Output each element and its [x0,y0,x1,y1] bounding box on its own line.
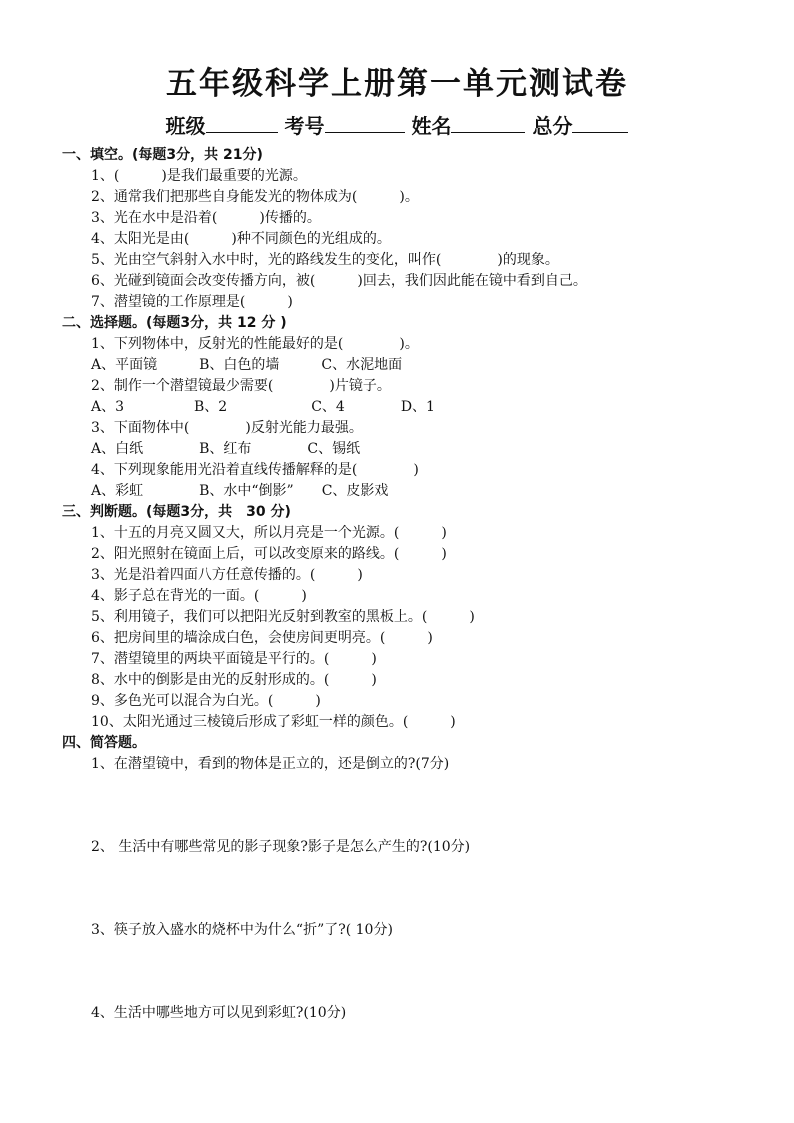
question-item: 7、潜望镜的工作原理是( ) [91,294,293,310]
question-item: 2、 生活中有哪些常见的影子现象?影子是怎么产生的?(10分) [91,839,471,855]
name-blank[interactable] [451,112,525,133]
question-item: 4、太阳光是由( )种不同颜色的光组成的。 [91,231,391,247]
exam-no-blank[interactable] [325,112,405,133]
question-item: 4、影子总在背光的一面。( ) [91,588,307,604]
question-item: 3、光是沿着四面八方任意传播的。( ) [91,567,363,583]
section-short-answer-heading: 四、简答题。 [62,735,146,751]
choice-options: A、平面镜 B、白色的墙 C、水泥地面 [91,357,403,373]
question-item: 5、光由空气斜射入水中时，光的路线发生的变化，叫作( )的现象。 [91,252,559,268]
question-item: 3、光在水中是沿着( )传播的。 [91,210,321,226]
question-item: 4、下列现象能用光沿着直线传播解释的是( ) [91,462,419,478]
question-item: 1、十五的月亮又圆又大，所以月亮是一个光源。( ) [91,525,447,541]
class-label: 班级 [165,114,206,138]
question-item: 3、筷子放入盛水的烧杯中为什么“折”了?( 10分) [91,922,393,938]
question-item: 4、生活中哪些地方可以见到彩虹?(10分) [91,1005,347,1021]
choice-options: A、白纸 B、红布 C、锡纸 [91,441,361,457]
choice-options: A、3 B、2 C、4 D、1 [91,399,435,415]
question-item: 2、通常我们把那些自身能发光的物体成为( )。 [91,189,419,205]
question-item: 1、下列物体中，反射光的性能最好的是( )。 [91,336,419,352]
exam-no-label: 考号 [284,114,325,138]
section-judgment-heading: 三、判断题。(每题3分，共 30 分) [62,504,291,520]
question-item: 5、利用镜子，我们可以把阳光反射到教室的黑板上。( ) [91,609,475,625]
section-fill-blanks-heading: 一、填空。(每题3分，共 21分) [62,147,263,163]
question-item: 7、潜望镜里的两块平面镜是平行的。( ) [91,651,377,667]
question-item: 3、下面物体中( )反射光能力最强。 [91,420,363,436]
question-item: 9、多色光可以混合为白光。( ) [91,693,321,709]
class-blank[interactable] [206,112,278,133]
name-label: 姓名 [411,114,452,138]
question-item: 2、阳光照射在镜面上后，可以改变原来的路线。( ) [91,546,447,562]
question-item: 6、把房间里的墙涂成白色，会使房间更明亮。( ) [91,630,433,646]
question-item: 1、( )是我们最重要的光源。 [91,168,307,184]
question-item: 6、光碰到镜面会改变传播方向，被( )回去，我们因此能在镜中看到自己。 [91,273,587,289]
student-info-line [0,110,794,139]
question-item: 8、水中的倒影是由光的反射形成的。( ) [91,672,377,688]
question-item: 10、太阳光通过三棱镜后形成了彩虹一样的颜色。( ) [91,714,456,730]
score-label: 总分 [532,114,573,138]
question-item: 1、在潜望镜中，看到的物体是正立的，还是倒立的?(7分) [91,756,450,772]
score-blank[interactable] [572,112,628,133]
choice-options: A、彩虹 B、水中“倒影” C、皮影戏 [91,483,389,499]
section-choice-heading: 二、选择题。(每题3分，共 12 分 ) [62,315,287,331]
page-title: 五年级科学上册第一单元测试卷 [166,66,628,102]
question-item: 2、制作一个潜望镜最少需要( )片镜子。 [91,378,391,394]
